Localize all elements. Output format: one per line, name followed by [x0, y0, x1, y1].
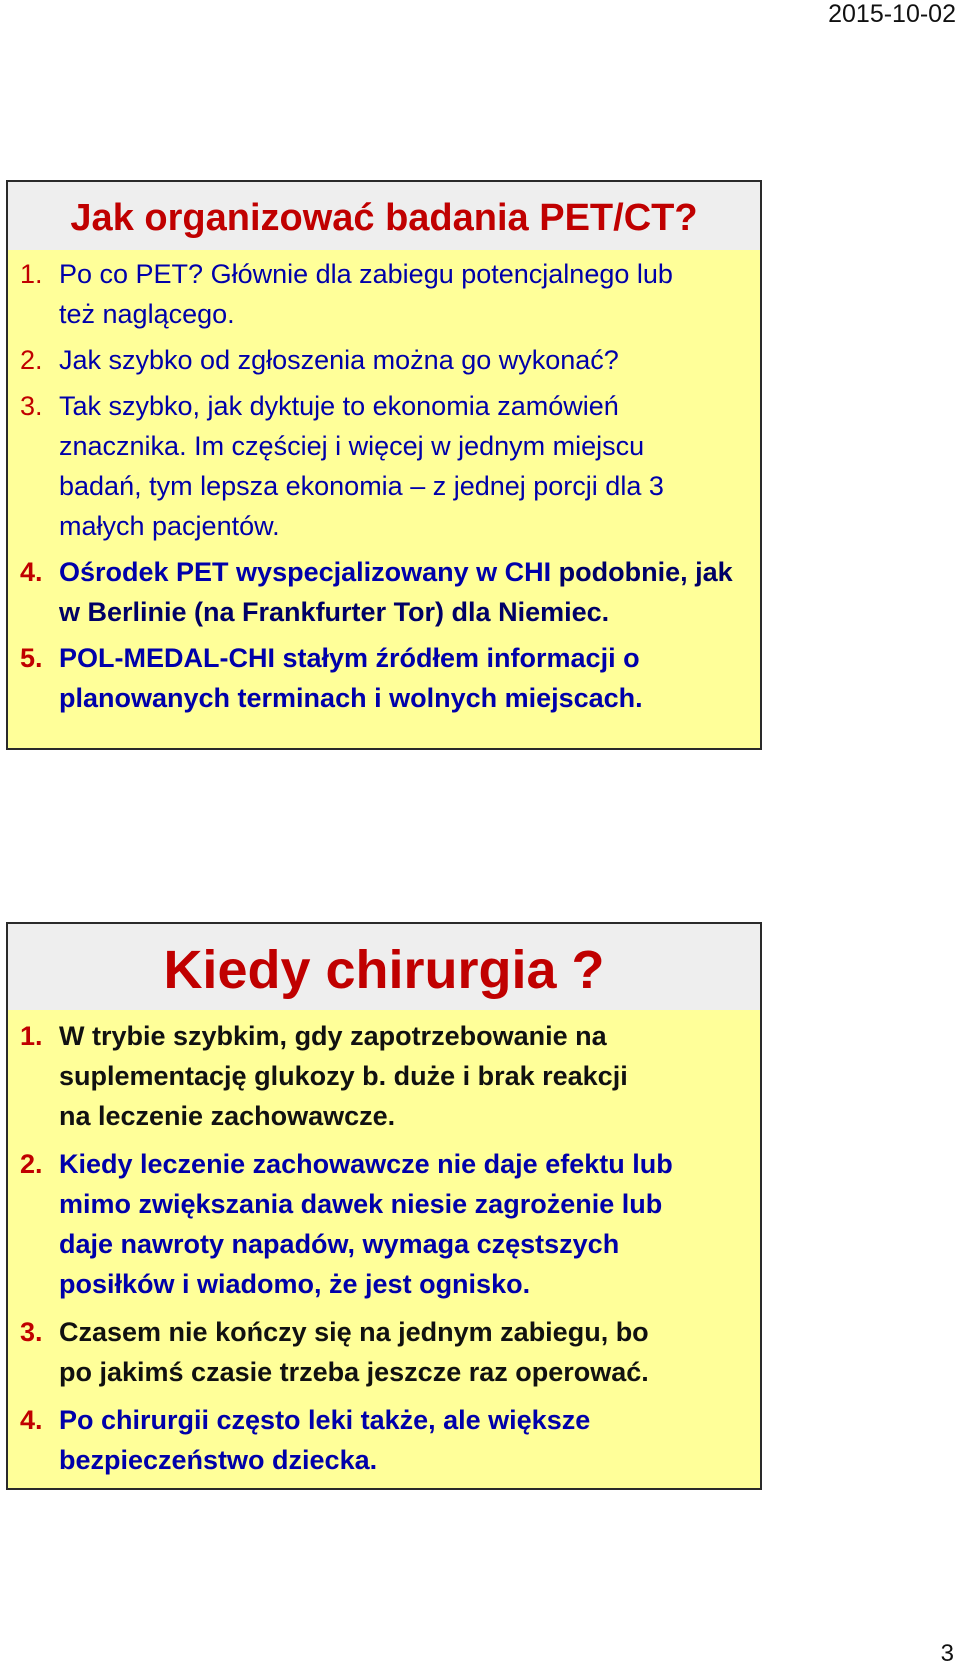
slide-surgery [6, 922, 762, 1490]
list-text: Czasem nie kończy się na jednym zabiegu, bo po jakimś czasie trzeba jeszcze raz operować. [59, 1317, 649, 1387]
list-item [14, 254, 679, 334]
list-item [14, 1144, 709, 1304]
list-item [14, 340, 750, 380]
slide-list [8, 1010, 760, 1480]
list-number: 2. [20, 1149, 43, 1179]
list-text-highlight: Ośrodek PET wyspecjalizowany w CHI [59, 557, 552, 587]
list-number: 2. [20, 345, 43, 375]
list-item [14, 1312, 689, 1392]
slide-pet-ct [6, 180, 762, 750]
list-text: Po co PET? Głównie dla zabiegu potencjalnego lub też naglącego. [59, 259, 673, 329]
list-number: 4. [20, 1405, 43, 1435]
list-number: 3. [20, 391, 43, 421]
slide-title: Jak organizować badania PET/CT? [8, 182, 760, 250]
list-text: Jak szybko od zgłoszenia można go wykonać? [59, 345, 619, 375]
list-text: Po chirurgii często leki także, ale większe bezpieczeństwo dziecka. [59, 1405, 591, 1475]
list-text: POL-MEDAL-CHI stałym źródłem informacji o planowanych terminach i wolnych miejscach. [59, 643, 643, 713]
list-text: W trybie szybkim, gdy zapotrzebowanie na suplementację glukozy b. duże i brak reakcji na leczenie zachowawcze. [59, 1021, 628, 1131]
list-text: Kiedy leczenie zachowawcze nie daje efektu lub mimo zwiększania dawek niesie zagrożenie lub daje nawroty napadów, wymaga częstszych posiłków i wiadomo, że jest ognisko. [59, 1149, 673, 1299]
page-date: 2015-10-02 [828, 0, 956, 28]
page-number: 3 [940, 1640, 954, 1667]
list-number: 5. [20, 643, 43, 673]
list-text: podobnie, jak w Berlinie (na Frankfurter Tor) dla Niemiec. [59, 557, 733, 627]
list-number: 4. [20, 557, 43, 587]
list-number: 3. [20, 1317, 43, 1347]
list-number: 1. [20, 1021, 43, 1051]
list-text: Tak szybko, jak dyktuje to ekonomia zamówień znacznika. Im częściej i więcej w jednym miejscu badań, tym lepsza ekonomia – z jednej porcji dla 3 małych pacjentów. [59, 391, 664, 541]
slide-list [8, 250, 760, 718]
list-item [14, 386, 699, 546]
list-item [14, 1400, 619, 1480]
list-number: 1. [20, 259, 43, 289]
slide-title: Kiedy chirurgia ? [8, 924, 760, 1010]
list-item [14, 638, 679, 718]
list-item [14, 1016, 659, 1136]
list-item [14, 552, 750, 632]
